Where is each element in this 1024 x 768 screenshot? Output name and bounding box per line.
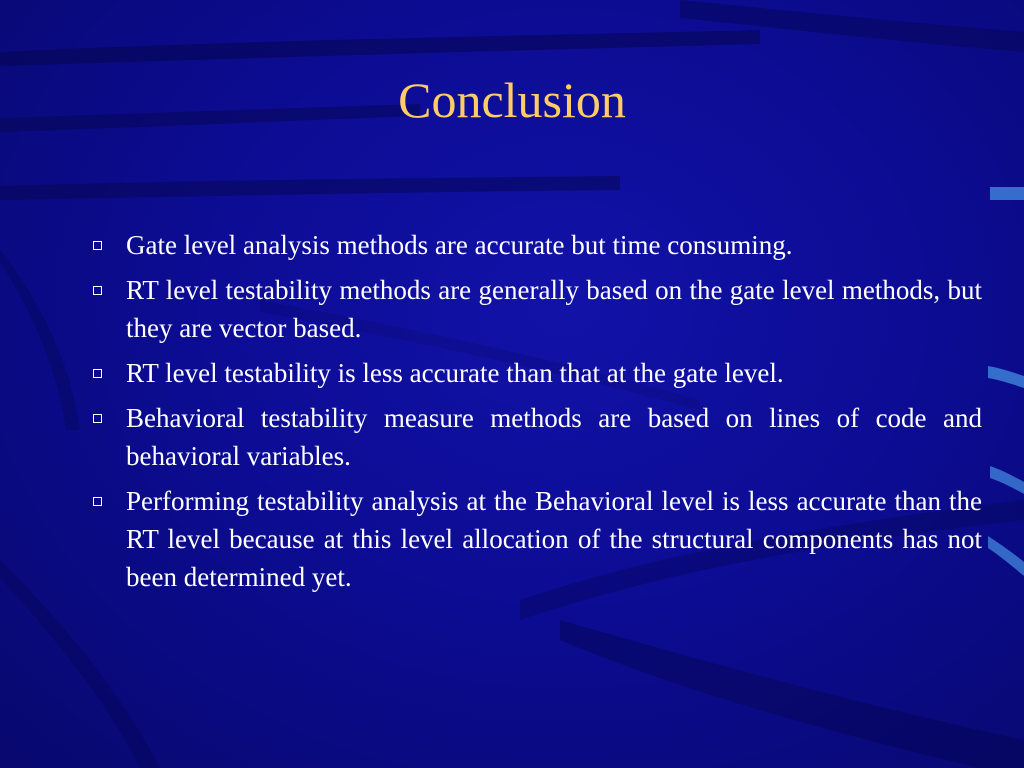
bullet-text: RT level testability methods are generally based on the gate level methods, but they are vector based. bbox=[126, 275, 982, 343]
bullet-item bbox=[88, 226, 982, 264]
hollow-square-icon bbox=[93, 286, 102, 295]
hollow-square-icon bbox=[93, 369, 102, 378]
bullet-item bbox=[88, 271, 982, 347]
bullet-text: RT level testability is less accurate than that at the gate level. bbox=[126, 358, 784, 388]
hollow-square-icon bbox=[93, 497, 102, 506]
hollow-square-icon bbox=[93, 414, 102, 423]
bullet-list bbox=[88, 226, 982, 603]
slide-title: Conclusion bbox=[398, 72, 626, 128]
bullet-item bbox=[88, 482, 982, 596]
hollow-square-icon bbox=[93, 241, 102, 250]
bullet-text: Behavioral testability measure methods are based on lines of code and behavioral variables. bbox=[126, 403, 982, 471]
bullet-item bbox=[88, 399, 982, 475]
bullet-text: Gate level analysis methods are accurate but time consuming. bbox=[126, 230, 793, 260]
bullet-item bbox=[88, 354, 982, 392]
bullet-text: Performing testability analysis at the Behavioral level is less accurate than the RT level because at this level allocation of the structural components has not been determined yet. bbox=[126, 486, 982, 592]
